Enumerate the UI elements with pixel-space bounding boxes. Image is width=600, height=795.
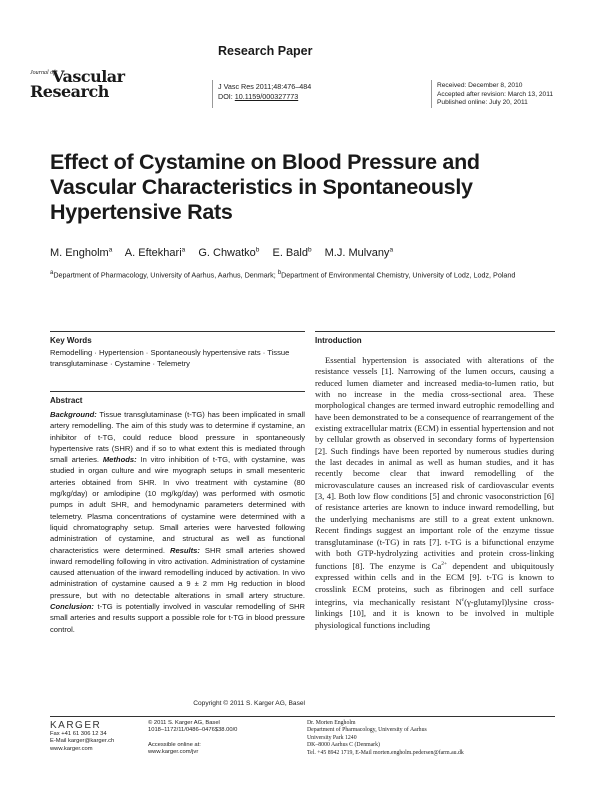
corr-contact[interactable]: Tel. +45 8942 1719, E-Mail morten.engholm.pedersen@farm.au.dk	[307, 749, 464, 756]
intro-superscript: 2+	[441, 561, 448, 568]
affil-mark-b: b	[277, 270, 282, 276]
journal-logo-line2: Research	[30, 82, 109, 101]
correspondence-block	[307, 720, 464, 757]
author-name: A. Eftekhari	[124, 246, 182, 259]
journal-logo-small: Journal of	[30, 70, 55, 76]
author	[325, 247, 393, 259]
abstract-text	[50, 409, 305, 635]
dates-block	[437, 82, 553, 108]
abstract-conclusion-label: Conclusion:	[50, 602, 94, 612]
abstract-results: SHR small arteries showed inward remodelling following in vitro activation. Administration of cystamine caused attenuation of the inward remodelling induced by activation. In vivo administration of cystamine caused a 9 ± 2 mm Hg reduction in blood pressure, but with no detectable alterations in small artery structure.	[50, 545, 306, 600]
introduction-paragraph	[315, 355, 554, 631]
abstract-results-label: Results:	[169, 545, 200, 555]
citation-doi-line	[218, 92, 311, 102]
author-affil-mark: b	[255, 246, 260, 253]
publisher-email[interactable]: E-Mail karger@karger.ch	[50, 738, 115, 745]
author-name: G. Chwatko	[198, 246, 256, 259]
keywords-rule	[50, 331, 305, 332]
abstract-methods: In vitro inhibition of t-TG, with cystamine, was studied in organ culture and wire myograph setups in small mesenteric arteries obtained from SHR. In vivo treatment with cystamine (80 mg/kg/day) or amlodipine (10 mg/kg/day) was performed with osmotic pumps in adult SHR, and hemodynamic parameters determined with telemetry. Plasma concentrations of cystamine were determined with a liquid chromatography setup. Small arteries were harvested following administration of cystamine, and structural as well as functional characteristics were determined.	[50, 455, 305, 555]
corr-department: Department of Pharmacology, University of Aarhus	[307, 727, 427, 734]
affil-a: Department of Pharmacology, University of Aarhus, Aarhus, Denmark;	[53, 270, 278, 280]
intro-text-part: (γ-glutamyl)lysine cross-linkings [10], and it is known to be involved in multiple physiological functions including	[315, 596, 554, 630]
keywords-text: Remodelling · Hypertension · Spontaneously hypertensive rats · Tissue transglutaminase · Cystamine · Telemetry	[50, 348, 290, 368]
author	[50, 247, 112, 259]
citation-ref: J Vasc Res 2011;48:476–484	[218, 82, 312, 91]
corr-street: University Park 1240	[307, 734, 357, 741]
author-affil-mark: b	[307, 246, 312, 253]
intro-text-part: dependent and ubiquitously expressed within cells and in the ECM [9]. t-TG is known to crosslink ECM proteins, such as fibrinogen and cell surface integrins, via mechanically resistant N	[315, 561, 554, 607]
citation-block	[218, 82, 311, 102]
corr-name: Dr. Morten Engholm	[307, 720, 356, 726]
doi-label: DOI:	[218, 92, 235, 101]
footer-copyright: © 2011 S. Karger AG, Basel	[148, 720, 220, 726]
corr-city: DK–8000 Aarhus C (Denmark)	[307, 742, 380, 749]
publisher-fax: Fax +41 61 306 12 34	[50, 731, 107, 737]
introduction-heading: Introduction	[315, 336, 362, 345]
publisher-website[interactable]: www.karger.com	[50, 745, 93, 752]
author-affil-mark: a	[108, 246, 113, 253]
author-list	[50, 246, 403, 259]
intro-rule	[315, 331, 555, 332]
doi-link[interactable]: 10.1159/000327773	[234, 92, 299, 101]
author-affil-mark: a	[389, 246, 394, 253]
article-title: Effect of Cystamine on Blood Pressure and Vascular Characteristics in Spontaneously Hypertensive Rats	[50, 150, 480, 224]
footer-accessible-label: Accessible online at:	[148, 741, 201, 748]
author-name: M.J. Mulvany	[324, 246, 390, 259]
copyright-note: Copyright © 2011 S. Karger AG, Basel	[193, 700, 305, 707]
publisher-contact	[50, 731, 114, 753]
date-received: Received: December 8, 2010	[437, 82, 523, 89]
intro-superscript: ε	[461, 597, 465, 604]
abstract-background-label: Background:	[50, 410, 97, 419]
affil-mark-a: a	[50, 270, 54, 276]
footer-rule	[50, 716, 555, 717]
author-affil-mark: a	[181, 246, 186, 253]
journal-logo-line1: Vascular	[52, 67, 125, 86]
introduction-text	[315, 355, 554, 631]
author	[125, 247, 185, 259]
publisher-logo: KARGER	[50, 720, 102, 731]
abstract-rule	[50, 391, 305, 392]
author	[272, 247, 311, 259]
affil-b: Department of Environmental Chemistry, University of Lodz, Lodz, Poland	[281, 270, 516, 280]
date-accepted: Accepted after revision: March 13, 2011	[437, 90, 554, 98]
date-published: Published online: July 20, 2011	[437, 99, 528, 107]
abstract-background: Tissue transglutaminase (t-TG) has been implicated in small artery remodelling. The aim of this study was to determine if cystamine, an inhibitor of t-TG, could reduce blood pressure in spontaneously hypertensive rats (SHR) and if so to what extent this is mediated through small arteries.	[50, 410, 305, 465]
abstract-methods-label: Methods:	[102, 455, 137, 465]
author-name: E. Bald	[272, 246, 308, 259]
abstract-conclusion: t-TG is potentially involved in vascular remodelling of SHR small arteries and results support a possible role for t-TG in blood pressure control.	[50, 602, 305, 634]
footer-journal-url[interactable]: www.karger.com/jvr	[148, 749, 199, 756]
meta-divider-right	[431, 80, 432, 108]
author-name: M. Engholm	[50, 246, 109, 259]
author	[198, 247, 259, 259]
affiliations	[50, 268, 550, 280]
paper-type: Research Paper	[218, 44, 313, 58]
publication-info	[148, 720, 237, 757]
footer-issn: 1018–1172/11/0486–0476$38.00/0	[148, 727, 238, 734]
intro-text-part: Essential hypertension is associated with alterations of the resistance vessels [1]. Narrowing of the lumen occurs, causing a reduced lumen diameter and increased media-to-lumen ratio, but with no increase in the media cross-sectional area. These morphological changes are termed inward eutrophic remodelling and have been demonstrated to be a consequence of rearrangement of the existing extracellular matrix (ECM) in essential hypertension and not by cellular growth as observed in secondary forms of hypertension [2]. Such findings have been reported by numerous studies during the last decades in animal as well as human studies, and it has recently become clear that inward remodelling of the microvasculature causes an increased risk of cardiovascular events [3, 4]. Both low flow conditions [5] and chronic vasoconstriction [6] of resistance arteries are known to induce inward remodelling, but the underlying mechanisms are still to a great extent unknown. Recent findings suggest an important role of the enzyme tissue transglutaminase (t-TG) in rats [7]. t-TG is a bifunctional enzyme with both GTP-hydrolyzing activities and protein cross-linking functions [8]. The enzyme is Ca	[315, 355, 554, 572]
meta-divider-left	[212, 80, 213, 108]
abstract-heading: Abstract	[50, 396, 83, 405]
journal-logo	[30, 67, 140, 101]
keywords-heading: Key Words	[50, 336, 92, 345]
